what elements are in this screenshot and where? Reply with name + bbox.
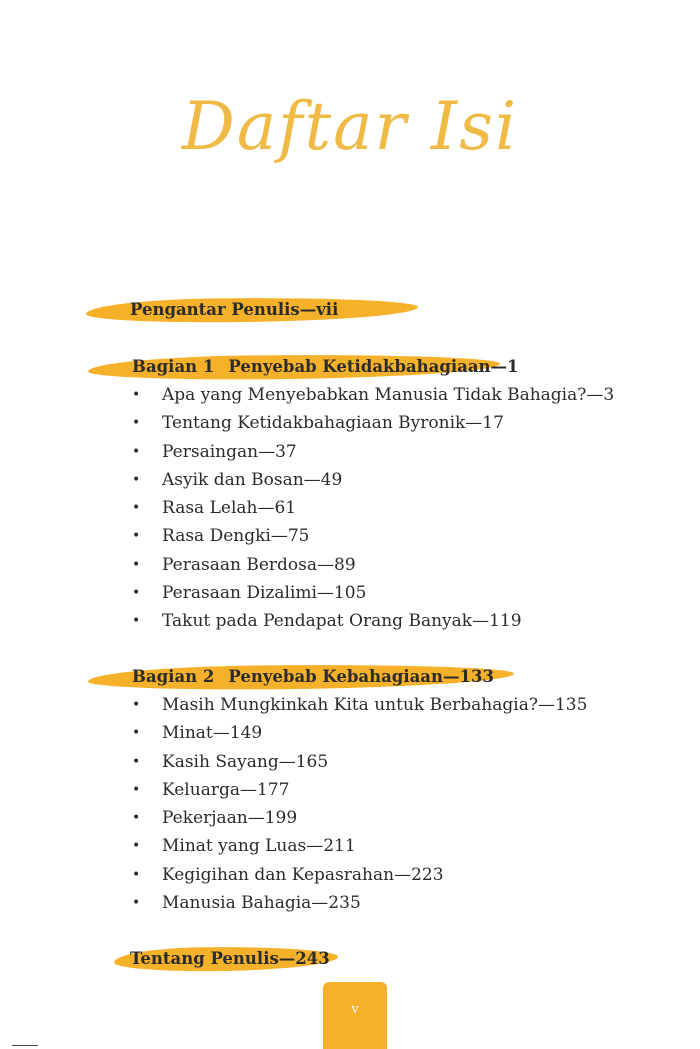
list-item[interactable] — [132, 776, 587, 804]
list-item[interactable] — [132, 719, 587, 747]
list-item[interactable] — [132, 804, 587, 832]
list-item[interactable] — [132, 522, 614, 550]
list-item[interactable] — [132, 466, 614, 494]
bullet-icon: • — [132, 725, 141, 742]
corner-divider — [12, 1045, 38, 1046]
bullet-icon: • — [132, 500, 141, 517]
part1-list — [132, 381, 614, 636]
list-item[interactable] — [132, 607, 614, 635]
list-item[interactable] — [132, 381, 614, 409]
list-item-label: Asyik dan Bosan—49 — [162, 469, 343, 490]
list-item[interactable] — [132, 438, 614, 466]
part2-list — [132, 691, 587, 917]
bullet-icon: • — [132, 528, 141, 545]
list-item[interactable] — [132, 494, 614, 522]
list-item-label: Kegigihan dan Kepasrahan—223 — [162, 864, 444, 885]
list-item-label: Kasih Sayang—165 — [162, 751, 329, 772]
list-item-label: Rasa Dengki—75 — [162, 526, 310, 547]
bullet-icon: • — [132, 471, 141, 488]
part1-title: Penyebab Ketidakbahagiaan—1 — [228, 357, 519, 376]
list-item[interactable] — [132, 551, 614, 579]
bullet-icon: • — [132, 415, 141, 432]
list-item-label: Manusia Bahagia—235 — [162, 893, 361, 914]
part1-number: Bagian 1 — [132, 357, 215, 376]
list-item-label: Perasaan Berdosa—89 — [162, 554, 356, 575]
page-title: Daftar Isi — [181, 88, 519, 165]
list-item-label: Persaingan—37 — [162, 441, 297, 462]
bullet-icon: • — [132, 697, 141, 713]
list-item[interactable] — [132, 861, 587, 889]
bullet-icon: • — [132, 810, 141, 827]
list-item[interactable] — [132, 748, 587, 776]
list-item-label: Keluarga—177 — [162, 779, 290, 800]
part2-number: Bagian 2 — [132, 667, 215, 686]
page-number-tab — [323, 982, 387, 1049]
preface-heading-label: Pengantar Penulis—vii — [130, 300, 339, 319]
bullet-icon: • — [132, 753, 141, 770]
list-item-label: Perasaan Dizalimi—105 — [162, 583, 367, 604]
preface-heading[interactable] — [86, 297, 426, 323]
bullet-icon: • — [132, 585, 141, 602]
list-item-label: Rasa Lelah—61 — [162, 498, 297, 519]
list-item[interactable] — [132, 409, 614, 437]
list-item-label: Minat yang Luas—211 — [162, 836, 356, 857]
bullet-icon: • — [132, 443, 141, 460]
bullet-icon: • — [132, 895, 141, 912]
bullet-icon: • — [132, 838, 141, 855]
list-item-label: Pekerjaan—199 — [162, 808, 298, 829]
page-number: v — [351, 1002, 359, 1017]
list-item[interactable] — [132, 889, 587, 917]
list-item-label: Apa yang Menyebabkan Manusia Tidak Bahagia?—3 — [162, 385, 615, 405]
list-item[interactable] — [132, 579, 614, 607]
about-author-label: Tentang Penulis—243 — [130, 949, 330, 968]
part2-heading[interactable] — [88, 664, 522, 690]
bullet-icon: • — [132, 556, 141, 573]
bullet-icon: • — [132, 387, 141, 403]
part1-heading[interactable] — [88, 354, 519, 380]
list-item-label: Minat—149 — [162, 723, 263, 744]
about-author-heading[interactable] — [114, 946, 346, 972]
part2-title: Penyebab Kebahagiaan—133 — [228, 667, 494, 686]
list-item-label: Tentang Ketidakbahagiaan Byronik—17 — [162, 413, 504, 434]
bullet-icon: • — [132, 866, 141, 883]
list-item-label: Takut pada Pendapat Orang Banyak—119 — [162, 611, 522, 632]
bullet-icon: • — [132, 613, 141, 630]
bullet-icon: • — [132, 781, 141, 798]
list-item[interactable] — [132, 832, 587, 860]
list-item[interactable] — [132, 691, 587, 719]
list-item-label: Masih Mungkinkah Kita untuk Berbahagia?—135 — [162, 695, 588, 715]
